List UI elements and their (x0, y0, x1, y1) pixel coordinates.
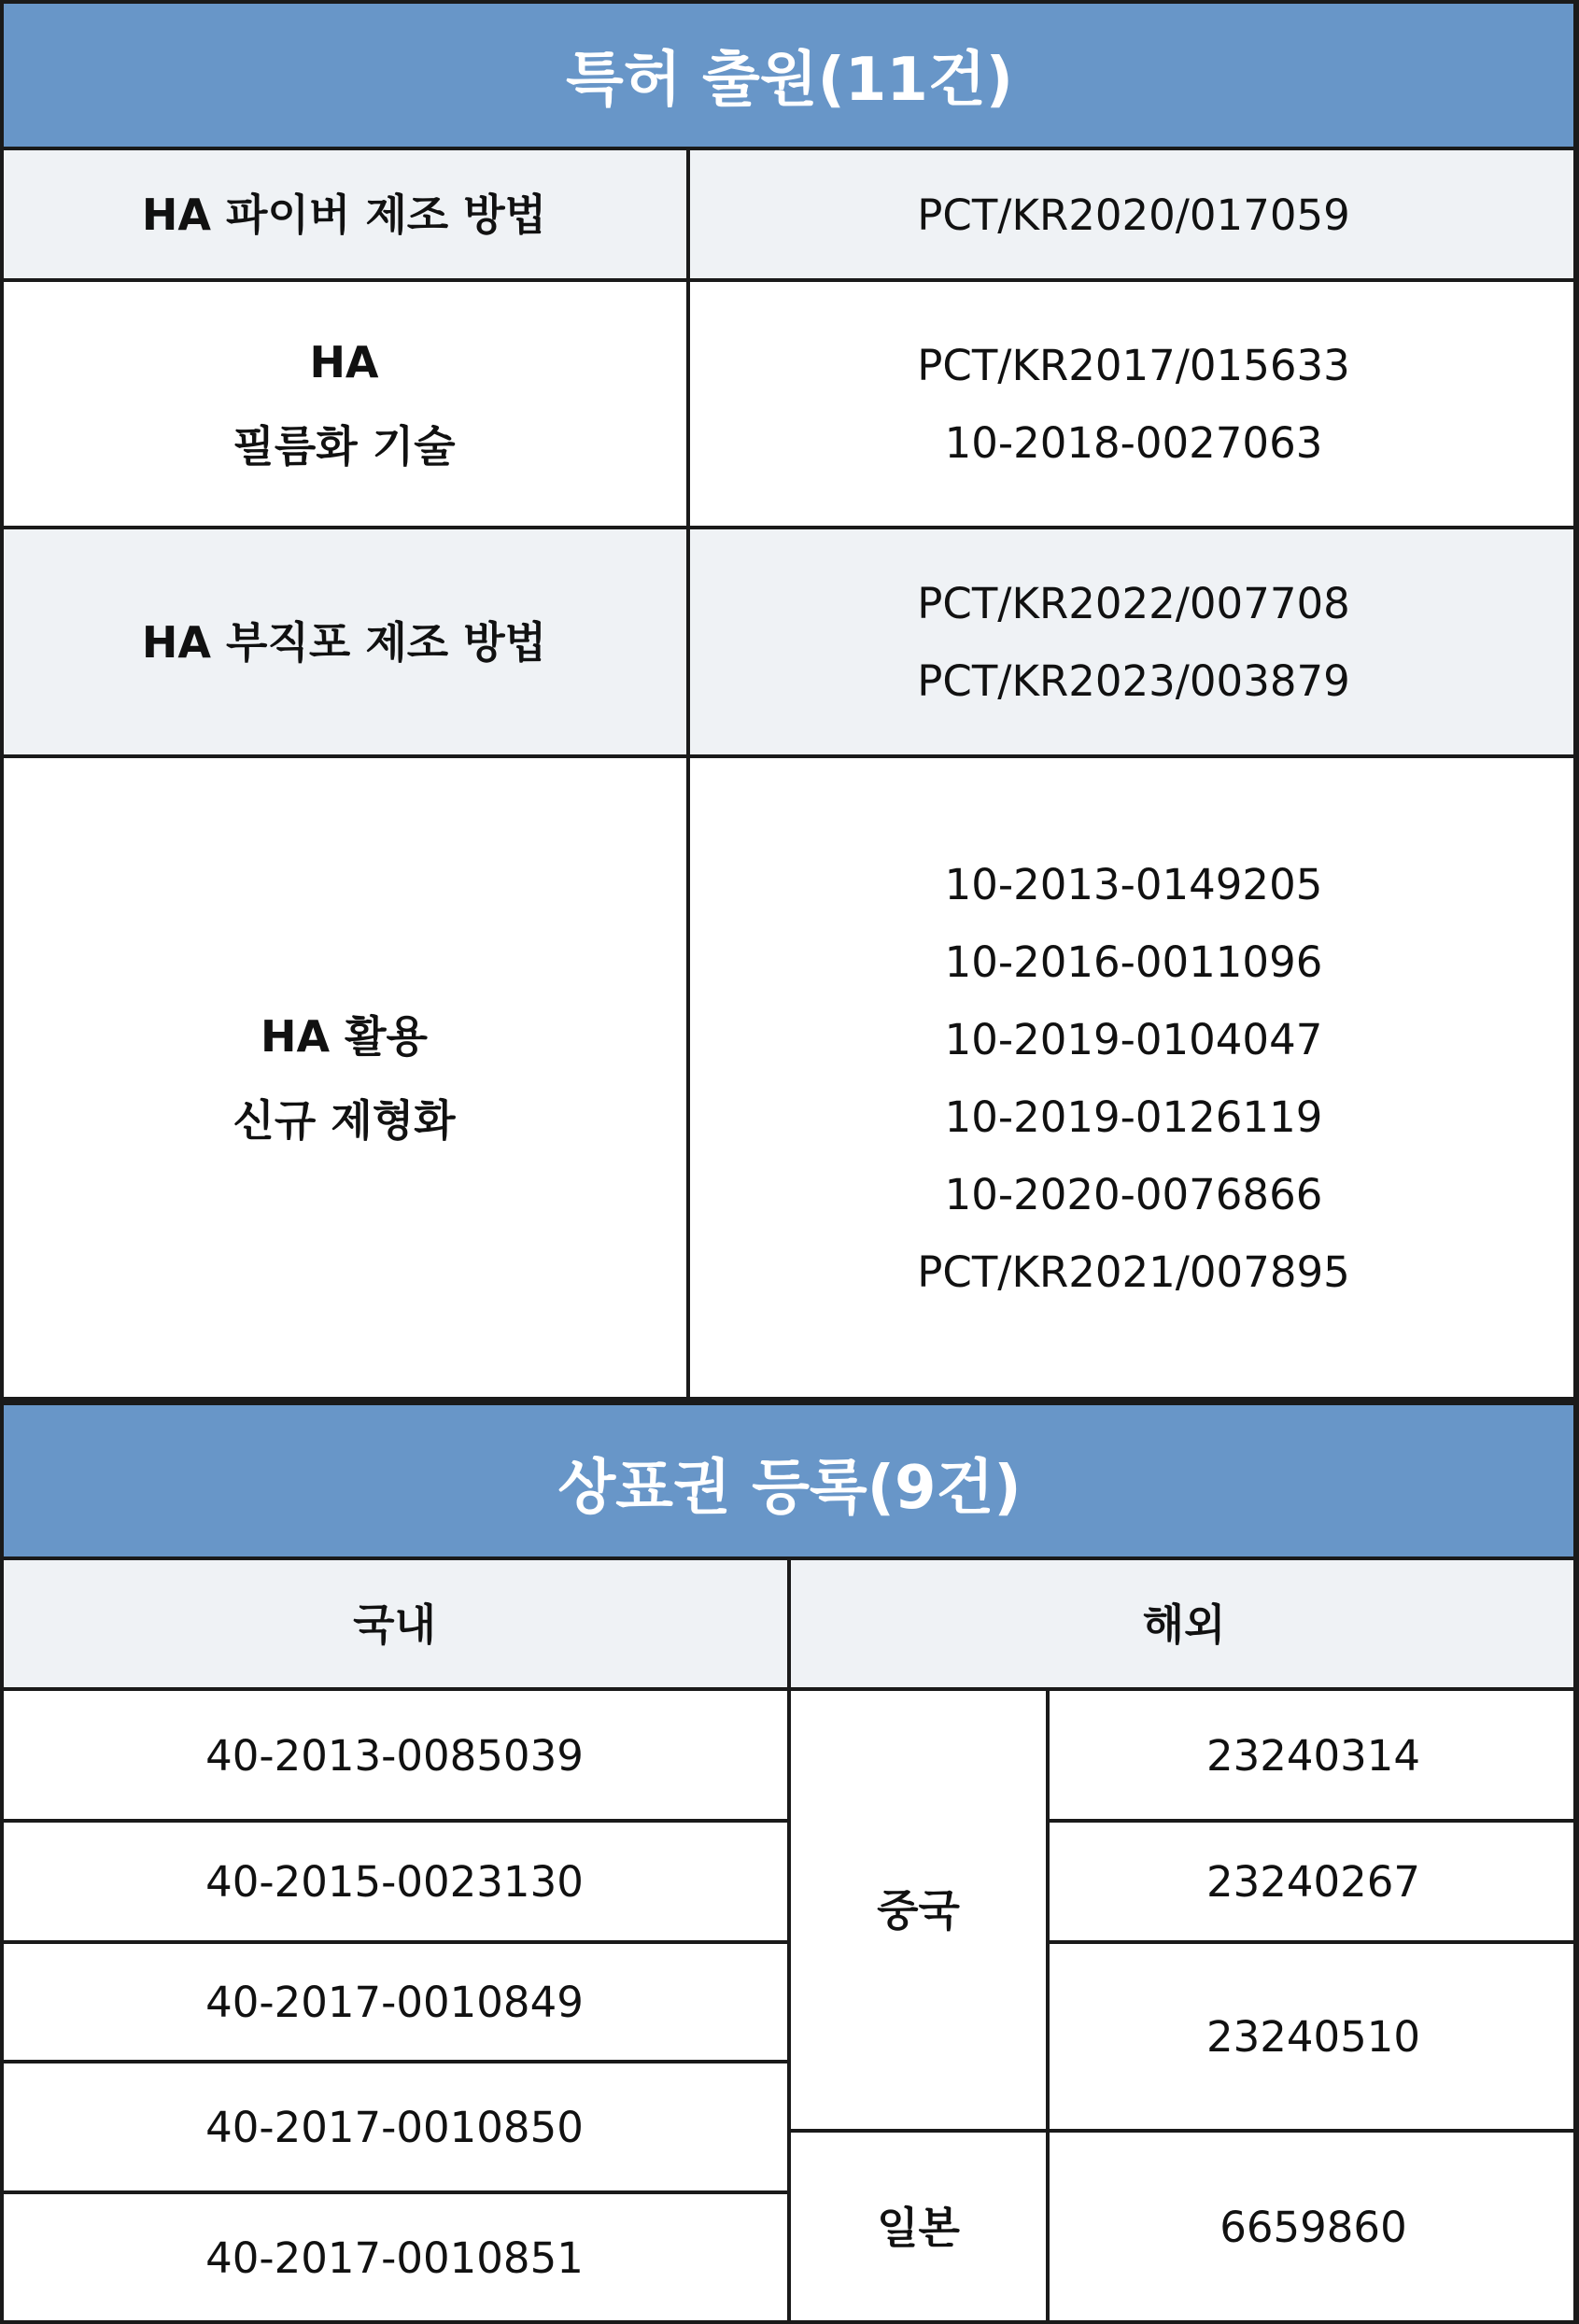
patent-number: 10-2020-0076866 (944, 1170, 1323, 1219)
patent-row-1-value-cell (688, 149, 1579, 280)
patent-row-3-value-cell (688, 528, 1579, 756)
patent-number: PCT/KR2022/007708 (917, 578, 1350, 628)
table-border-left (0, 0, 4, 2324)
trademark-number: 40-2013-0085039 (205, 1730, 584, 1781)
trademark-number: 40-2017-0010849 (205, 1977, 584, 2027)
patent-row-label: HA 부직포 제조 방법 (141, 616, 547, 668)
trademark-number: 23240314 (1205, 1730, 1421, 1781)
patent-row-label: HA 활용 (261, 1011, 428, 1062)
patent-section-header (0, 0, 1579, 149)
table-rule (0, 1397, 1579, 1405)
patent-number: PCT/KR2021/007895 (917, 1247, 1350, 1297)
domestic-trademark-cell (0, 2062, 789, 2192)
table-rule (0, 2190, 789, 2194)
china-label-cell (789, 1690, 1048, 2131)
domestic-trademark-cell (0, 1821, 789, 1942)
patent-number: PCT/KR2023/003879 (917, 655, 1350, 706)
patent-number: PCT/KR2020/017059 (917, 190, 1350, 240)
table-border-right (1573, 0, 1579, 2324)
patent-row-label: HA 파이버 제조 방법 (141, 190, 547, 240)
table-rule (686, 149, 690, 1399)
patent-number: 10-2016-0011096 (944, 937, 1323, 987)
japan-trademark-cell (1048, 2131, 1579, 2324)
table-rule (1046, 1690, 1050, 2324)
trademark-domestic-header-cell (0, 1559, 789, 1690)
patent-row-2-label-cell (0, 280, 688, 528)
table-rule (0, 526, 1579, 529)
patent-number: 10-2019-0104047 (944, 1015, 1323, 1064)
trademark-number: 6659860 (1219, 2203, 1407, 2252)
table-rule (1048, 1940, 1579, 1944)
patent-row-4-label-cell (0, 756, 688, 1401)
trademark-number: 40-2017-0010851 (205, 2233, 584, 2283)
patent-number: 10-2019-0126119 (944, 1092, 1323, 1142)
china-trademark-cell (1048, 1690, 1579, 1821)
patent-row-label: HA (309, 336, 379, 387)
patent-row-1-label-cell (0, 149, 688, 280)
overseas-column-header: 해외 (1142, 1599, 1226, 1650)
trademark-number: 23240267 (1205, 1856, 1421, 1907)
table-rule (0, 1819, 789, 1823)
table-rule (0, 1940, 789, 1944)
table-rule (0, 147, 1579, 150)
table-rule (0, 754, 1579, 758)
patent-number: PCT/KR2017/015633 (917, 340, 1350, 390)
japan-label-cell (789, 2131, 1048, 2324)
table-rule (0, 278, 1579, 282)
country-label-japan: 일본 (877, 2202, 960, 2253)
trademark-section-header (0, 1405, 1579, 1559)
table-border-top (0, 0, 1579, 4)
patent-row-label: 필름화 기술 (233, 420, 456, 472)
patent-row-2-value-cell (688, 280, 1579, 528)
patent-row-label: 신규 제형화 (233, 1095, 456, 1146)
patent-row-3-label-cell (0, 528, 688, 756)
table-rule (789, 2129, 1579, 2133)
table-rule (0, 2060, 789, 2063)
china-trademark-cell (1048, 1821, 1579, 1942)
trademark-number: 40-2017-0010850 (205, 2102, 584, 2152)
patent-number: 10-2013-0149205 (944, 860, 1323, 909)
patent-row-4-value-cell (688, 756, 1579, 1401)
country-label-china: 중국 (877, 1885, 960, 1936)
domestic-column-header: 국내 (353, 1599, 436, 1650)
trademark-number: 23240510 (1205, 2011, 1421, 2062)
domestic-trademark-cell (0, 1690, 789, 1821)
china-trademark-cell (1048, 1942, 1579, 2131)
domestic-trademark-cell (0, 2192, 789, 2324)
table-rule (1048, 1819, 1579, 1823)
domestic-trademark-cell (0, 1942, 789, 2062)
patent-section-title: 특허 출원(11건) (566, 46, 1013, 115)
trademark-number: 40-2015-0023130 (205, 1856, 584, 1907)
trademark-section-title: 상표권 등록(9건) (557, 1453, 1022, 1523)
trademark-overseas-header-cell (789, 1559, 1579, 1690)
patent-number: 10-2018-0027063 (944, 417, 1323, 468)
